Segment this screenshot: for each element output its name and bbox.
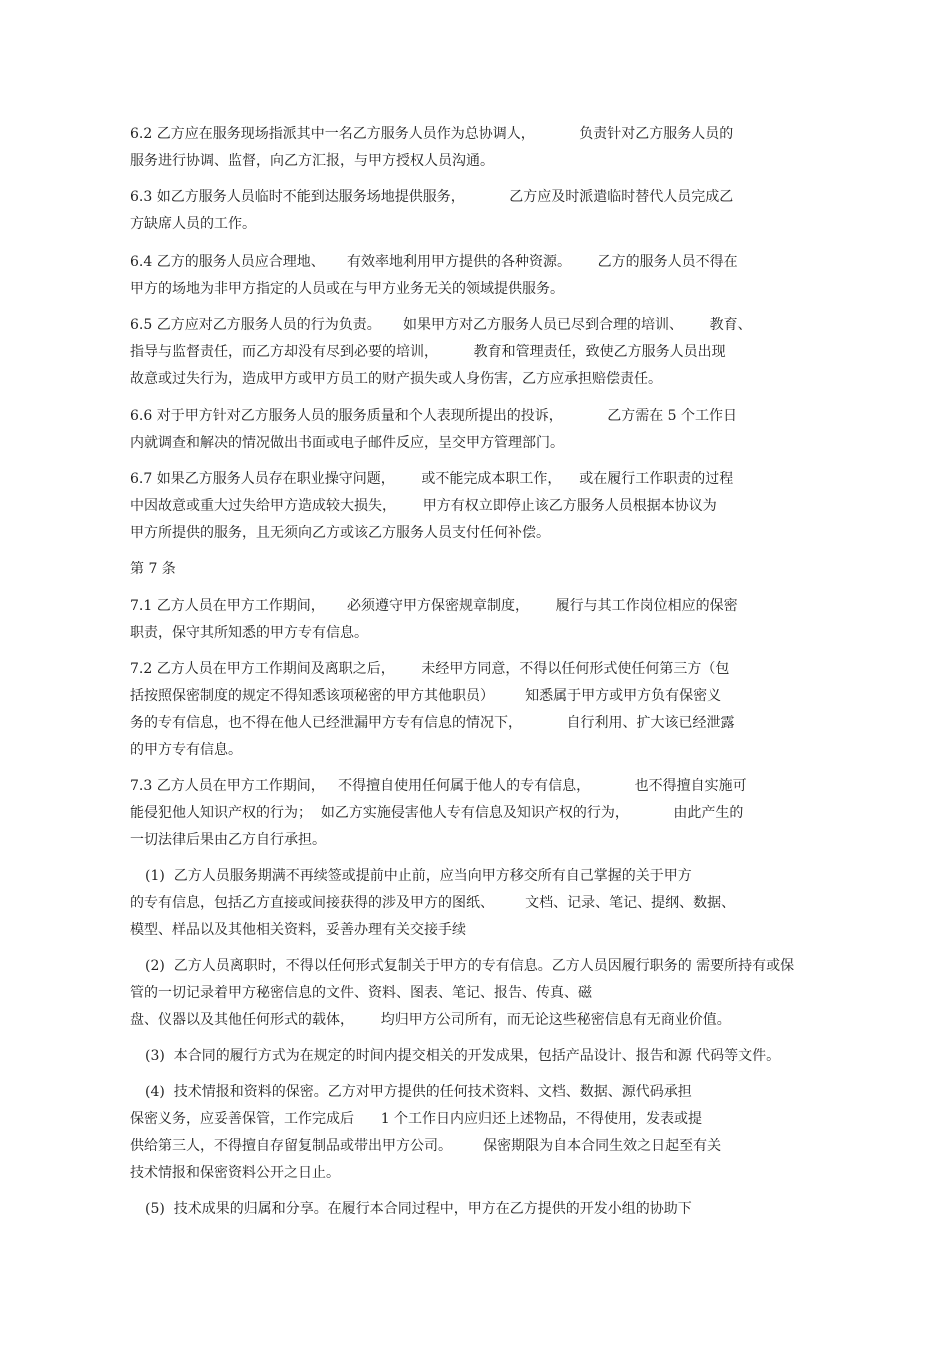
clause-7-2-line-3: 务的专有信息，也不得在他人已经泄漏甲方专有信息的情况下， 自行利用、扩大该已经泄露 [130, 715, 735, 731]
clause-7-2-line-1: 7.2 乙方人员在甲方工作期间及离职之后， 未经甲方同意，不得以任何形式使任何第三方（包 [130, 661, 730, 677]
item-2-line-2: 管的一切记录着甲方秘密信息的文件、资料、图表、笔记、报告、传真、磁 [130, 985, 592, 1001]
item-4-line-3: 供给第三人，不得擅自存留复制品或带出甲方公司。 保密期限为自本合同生效之日起至有关 [130, 1138, 722, 1154]
clause-6-4-line-1: 6.4 乙方的服务人员应合理地、 有效率地利用甲方提供的各种资源。 乙方的服务人员不得在 [130, 254, 738, 270]
article-7-heading: 第 7 条 [130, 561, 176, 577]
clause-6-6-line-1: 6.6 对于甲方针对乙方服务人员的服务质量和个人表现所提出的投诉， 乙方需在 5 个工作日 [130, 408, 738, 424]
item-4-line-1: (4) 技术情报和资料的保密。乙方对甲方提供的任何技术资料、文档、数据、源代码承担 [145, 1084, 692, 1100]
item-2-line-1: (2) 乙方人员离职时，不得以任何形式复制关于甲方的专有信息。乙方人员因履行职务的 需要所持有或保 [145, 958, 795, 974]
clause-6-3-line-1: 6.3 如乙方服务人员临时不能到达服务场地提供服务， 乙方应及时派遣临时替代人员完成乙 [130, 189, 734, 205]
item-2-line-3: 盘、仪器以及其他任何形式的载体， 均归甲方公司所有，而无论这些秘密信息有无商业价值。 [130, 1012, 731, 1028]
clause-6-5-line-3: 故意或过失行为，造成甲方或甲方员工的财产损失或人身伤害，乙方应承担赔偿责任。 [130, 371, 662, 387]
clause-7-2-line-4: 的甲方专有信息。 [130, 742, 242, 758]
clause-6-6-line-2: 内就调查和解决的情况做出书面或电子邮件反应，呈交甲方管理部门。 [130, 435, 564, 451]
clause-7-2-line-2: 括按照保密制度的规定不得知悉该项秘密的甲方其他职员） 知悉属于甲方或甲方负有保密义 [130, 688, 722, 704]
clause-6-3-line-2: 方缺席人员的工作。 [130, 216, 256, 232]
clause-7-3-line-2: 能侵犯他人知识产权的行为； 如乙方实施侵害他人专有信息及知识产权的行为， 由此产生的 [130, 805, 744, 821]
clause-6-5-line-2: 指导与监督责任，而乙方却没有尽到必要的培训， 教育和管理责任，致使乙方服务人员出现 [130, 344, 726, 360]
clause-6-2-line-2: 服务进行协调、监督，向乙方汇报，与甲方授权人员沟通。 [130, 153, 494, 169]
clause-7-1-line-1: 7.1 乙方人员在甲方工作期间， 必须遵守甲方保密规章制度， 履行与其工作岗位相应的保密 [130, 598, 738, 614]
clause-7-3-line-1: 7.3 乙方人员在甲方工作期间， 不得擅自使用任何属于他人的专有信息， 也不得擅自实施可 [130, 778, 747, 794]
item-5-line-1: (5) 技术成果的归属和分享。在履行本合同过程中，甲方在乙方提供的开发小组的协助下 [145, 1201, 692, 1217]
clause-7-1-line-2: 职责，保守其所知悉的甲方专有信息。 [130, 625, 368, 641]
item-1-line-3: 模型、样品以及其他相关资料，妥善办理有关交接手续 [130, 922, 466, 938]
clause-6-5-line-1: 6.5 乙方应对乙方服务人员的行为负责。 如果甲方对乙方服务人员已尽到合理的培训、 教育、 [130, 317, 752, 333]
clause-6-7-line-3: 甲方所提供的服务，且无须向乙方或该乙方服务人员支付任何补偿。 [130, 525, 550, 541]
item-4-line-2: 保密义务，应妥善保管，工作完成后 1 个工作日内应归还上述物品，不得使用，发表或提 [130, 1111, 703, 1127]
item-1-line-2: 的专有信息，包括乙方直接或间接获得的涉及甲方的图纸、 文档、记录、笔记、提纲、数据、 [130, 895, 736, 911]
item-3-line-1: (3) 本合同的履行方式为在规定的时间内提交相关的开发成果，包括产品设计、报告和源 代码等文件。 [145, 1048, 781, 1064]
item-4-line-4: 技术情报和保密资料公开之日止。 [130, 1165, 340, 1181]
clause-6-7-line-2: 中因故意或重大过失给甲方造成较大损失， 甲方有权立即停止该乙方服务人员根据本协议为 [130, 498, 717, 514]
clause-6-7-line-1: 6.7 如果乙方服务人员存在职业操守问题， 或不能完成本职工作， 或在履行工作职责的过程 [130, 471, 734, 487]
clause-6-2-line-1: 6.2 乙方应在服务现场指派其中一名乙方服务人员作为总协调人， 负责针对乙方服务人员的 [130, 126, 734, 142]
item-1-line-1: (1) 乙方人员服务期满不再续签或提前中止前，应当向甲方移交所有自己掌握的关于甲方 [145, 868, 692, 884]
clause-6-4-line-2: 甲方的场地为非甲方指定的人员或在与甲方业务无关的领域提供服务。 [130, 281, 564, 297]
clause-7-3-line-3: 一切法律后果由乙方自行承担。 [130, 832, 326, 848]
